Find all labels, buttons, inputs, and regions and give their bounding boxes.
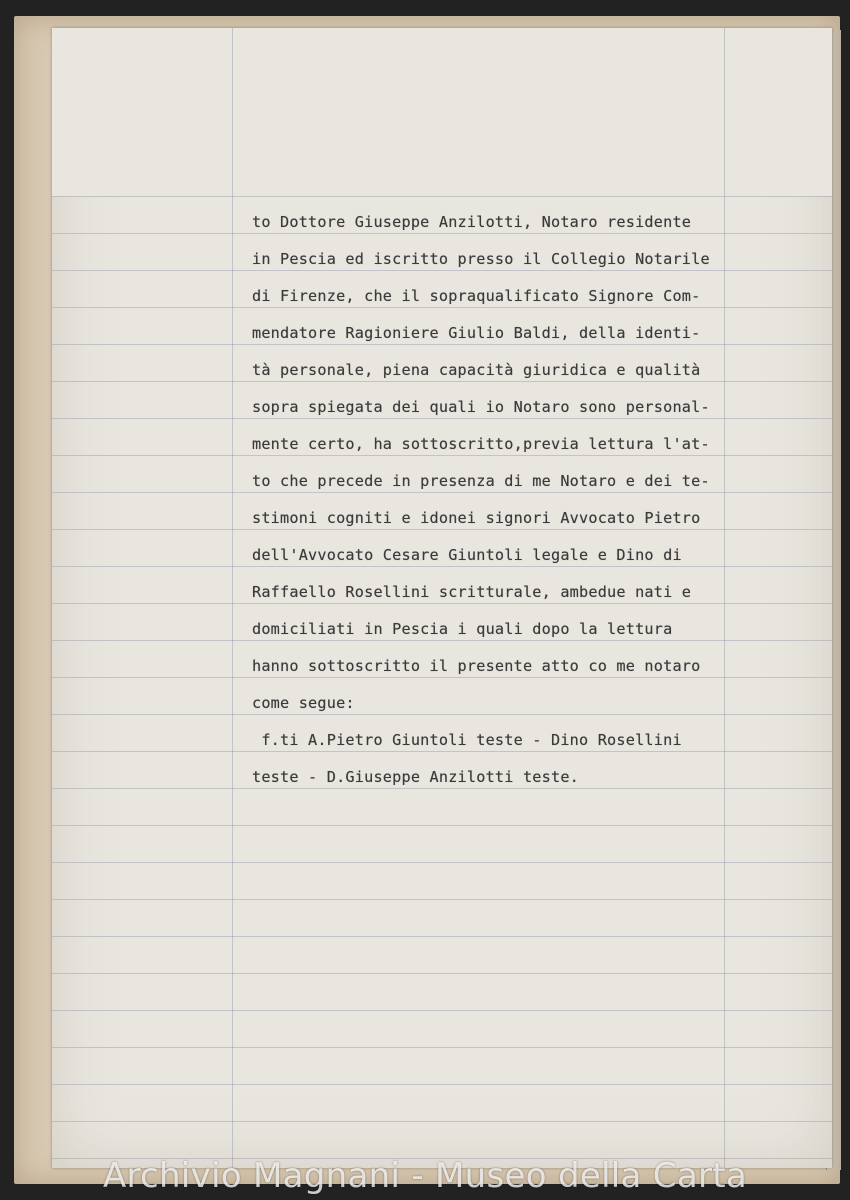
signature-line: f.ti A.Pietro Giuntoli teste - Dino Rosellini xyxy=(252,731,682,749)
text-line: mente certo, ha sottoscritto,previa lettura l'at- xyxy=(252,435,710,453)
text-line: domiciliati in Pescia i quali dopo la lettura xyxy=(252,620,673,638)
text-line: mendatore Ragioniere Giulio Baldi, della identi- xyxy=(252,324,701,342)
text-line: in Pescia ed iscritto presso il Collegio Notarile xyxy=(252,250,710,268)
archive-watermark: Archivio Magnani - Museo della Carta xyxy=(102,1156,748,1196)
signature-line: teste - D.Giuseppe Anzilotti teste. xyxy=(252,768,580,786)
text-line: Raffaello Rosellini scritturale, ambedue nati e xyxy=(252,583,692,601)
text-line: sopra spiegata dei quali io Notaro sono personal- xyxy=(252,398,710,416)
text-line: hanno sottoscritto il presente atto co me notaro xyxy=(252,657,701,675)
text-line: stimoni cogniti e idonei signori Avvocato Pietro xyxy=(252,509,701,527)
text-line: to che precede in presenza di me Notaro e dei te- xyxy=(252,472,710,490)
text-line: come segue: xyxy=(252,694,355,712)
text-line: di Firenze, che il sopraqualificato Signore Com- xyxy=(252,287,701,305)
text-line: tà personale, piena capacità giuridica e qualità xyxy=(252,361,701,379)
text-line: to Dottore Giuseppe Anzilotti, Notaro residente xyxy=(252,213,692,231)
typewritten-text xyxy=(252,204,772,796)
text-line: dell'Avvocato Cesare Giuntoli legale e Dino di xyxy=(252,546,682,564)
left-margin-rule xyxy=(232,28,233,1168)
